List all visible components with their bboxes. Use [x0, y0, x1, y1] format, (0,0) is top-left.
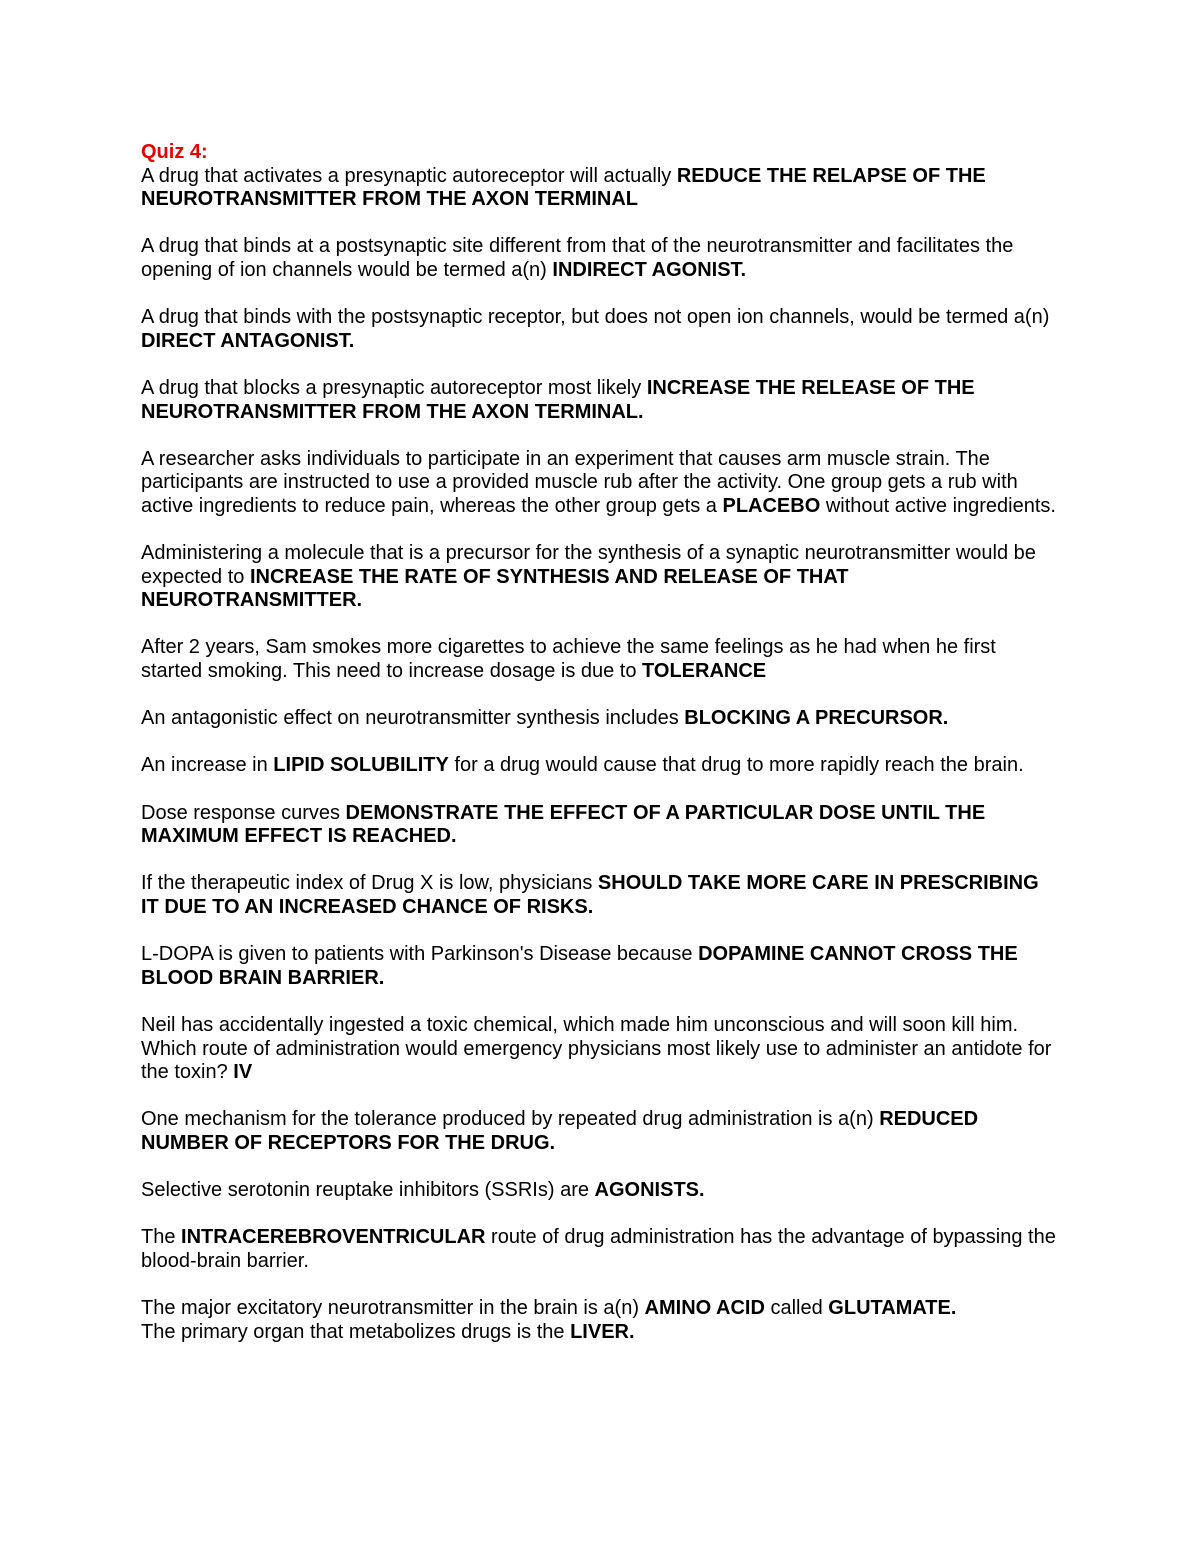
question-6	[141, 542, 1061, 613]
question-7	[141, 636, 1061, 683]
question-text: An antagonistic effect on neurotransmitter synthesis includes	[141, 707, 685, 730]
question-1	[141, 165, 1061, 212]
answer-text: SHOULD TAKE MORE CARE IN PRESCRIBING IT DUE TO AN INCREASED CHANCE OF RISKS.	[141, 872, 1039, 918]
question-12	[141, 943, 1061, 990]
answer-text: IV	[233, 1061, 253, 1084]
question-text: called	[764, 1297, 829, 1320]
question-text: One mechanism for the tolerance produced by repeated drug administration is a(n)	[141, 1108, 880, 1131]
question-5	[141, 448, 1061, 519]
answer-text: TOLERANCE	[642, 660, 767, 683]
question-10	[141, 802, 1061, 849]
question-text: If the therapeutic index of Drug X is low, physicians	[141, 872, 598, 895]
question-text: A drug that blocks a presynaptic autoreceptor most likely	[141, 376, 647, 399]
question-text: without active ingredients.	[820, 494, 1056, 517]
question-11	[141, 872, 1061, 919]
answer-text: INTRACEREBROVENTRICULAR	[181, 1226, 486, 1249]
question-text: An increase in	[141, 754, 274, 777]
question-17	[141, 1297, 1061, 1321]
question-text: Neil has accidentally ingested a toxic chemical, which made him unconscious and will soon kill him. Which route of administration would emergency physicians most likely use to administer an antidote for the toxin?	[141, 1013, 1052, 1084]
answer-text: BLOCKING A PRECURSOR.	[684, 707, 949, 730]
answer-text: INCREASE THE RELEASE OF THE NEUROTRANSMITTER FROM THE AXON TERMINAL.	[141, 376, 975, 423]
question-13	[141, 1014, 1061, 1085]
question-text: route of drug administration has the advantage of bypassing the blood-brain barrier.	[141, 1226, 1056, 1272]
question-text: Dose response curves	[141, 801, 346, 824]
answer-text: DEMONSTRATE THE EFFECT OF A PARTICULAR DOSE UNTIL THE MAXIMUM EFFECT IS REACHED.	[141, 801, 986, 848]
answer-text: INDIRECT AGONIST.	[552, 258, 747, 281]
question-text: Selective serotonin reuptake inhibitors (SSRIs) are	[141, 1179, 595, 1202]
answer-text: INCREASE THE RATE OF SYNTHESIS AND RELEASE OF THAT NEUROTRANSMITTER.	[141, 565, 849, 612]
answer-text: LIPID SOLUBILITY	[273, 754, 449, 777]
answer-text: LIVER.	[570, 1320, 635, 1343]
question-text: A drug that binds with the postsynaptic receptor, but does not open ion channels, would be termed a(n)	[141, 306, 1050, 329]
question-4	[141, 377, 1061, 424]
answer-text: GLUTAMATE.	[828, 1297, 957, 1320]
quiz-title: Quiz 4:	[141, 141, 208, 163]
question-18	[141, 1321, 1061, 1345]
question-3	[141, 306, 1061, 353]
question-text: A drug that activates a presynaptic autoreceptor will actually	[141, 164, 677, 187]
question-9	[141, 754, 1061, 778]
question-text: for a drug would cause that drug to more rapidly reach the brain.	[448, 754, 1024, 777]
question-text: The major excitatory neurotransmitter in the brain is a(n)	[141, 1297, 645, 1320]
answer-text: PLACEBO	[722, 494, 821, 517]
question-text: L-DOPA is given to patients with Parkinson's Disease because	[141, 943, 699, 966]
question-text: A drug that binds at a postsynaptic site different from that of the neurotransmitter and facilitates the opening of ion channels would be termed a(n)	[141, 235, 1014, 281]
answer-text: DIRECT ANTAGONIST.	[141, 329, 355, 352]
question-2	[141, 235, 1061, 282]
answer-text: DOPAMINE CANNOT CROSS THE BLOOD BRAIN BARRIER.	[141, 943, 1018, 989]
question-text: A researcher asks individuals to participate in an experiment that causes arm muscle strain. The participants are instructed to use a provided muscle rub after the activity. One group gets a rub with active ingredients to reduce pain, whereas the other group gets a	[141, 447, 1018, 517]
document-page	[141, 141, 1061, 1368]
question-text: After 2 years, Sam smokes more cigarettes to achieve the same feelings as he had when he first started smoking. This need to increase dosage is due to	[141, 636, 996, 683]
question-text: Administering a molecule that is a precursor for the synthesis of a synaptic neurotransmitter would be expected to	[141, 542, 1036, 588]
question-15	[141, 1179, 1061, 1203]
question-14	[141, 1108, 1061, 1155]
question-8	[141, 707, 1061, 731]
answer-text: AGONISTS.	[594, 1179, 705, 1202]
question-16	[141, 1226, 1061, 1273]
answer-text: REDUCED NUMBER OF RECEPTORS FOR THE DRUG.	[141, 1108, 979, 1154]
question-text: The	[141, 1226, 182, 1249]
question-text: The primary organ that metabolizes drugs is the	[141, 1320, 571, 1343]
answer-text: AMINO ACID	[644, 1297, 765, 1320]
answer-text: REDUCE THE RELAPSE OF THE NEUROTRANSMITTER FROM THE AXON TERMINAL	[141, 164, 986, 211]
